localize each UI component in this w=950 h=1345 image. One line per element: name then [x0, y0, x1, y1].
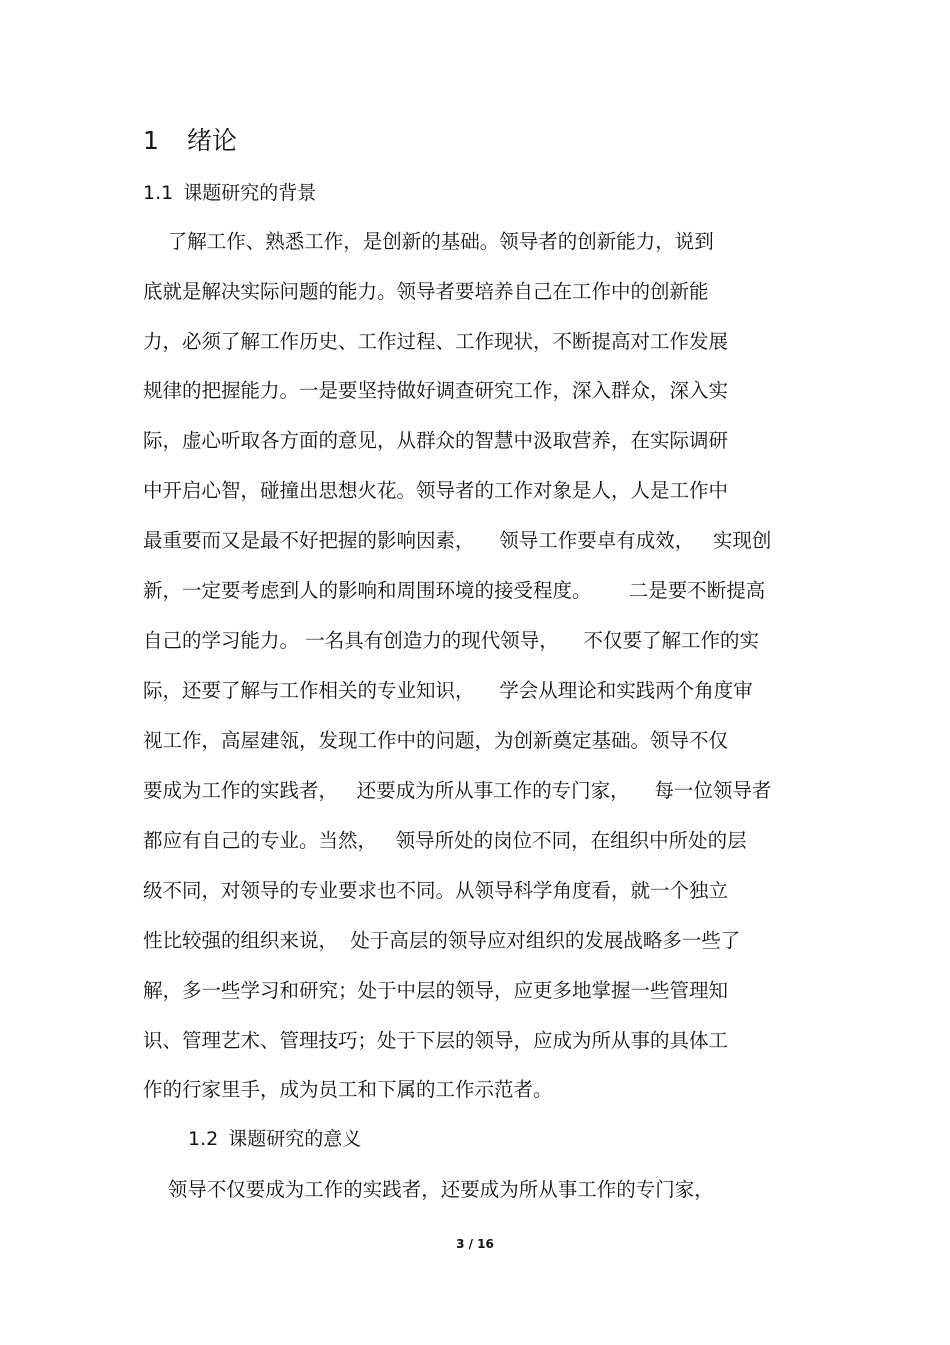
paragraph-line: 要成为工作的实践者， 还要成为所从事工作的专门家， 每一位领导者	[143, 779, 772, 802]
paragraph-line: 了解工作、熟悉工作，是创新的基础。领导者的创新能力，说到	[143, 230, 714, 253]
paragraph-line: 领导不仅要成为工作的实践者，还要成为所从事工作的专门家，	[143, 1178, 714, 1201]
paragraph-line: 识、管理艺术、管理技巧；处于下层的领导，应成为所从事的具体工	[143, 1029, 729, 1052]
paragraph-line: 级不同，对领导的专业要求也不同。从领导科学角度看，就一个独立	[143, 879, 729, 902]
chapter-number: 1	[143, 126, 159, 155]
paragraph-line: 都应有自己的专业。当然， 领导所处的岗位不同，在组织中所处的层	[143, 829, 747, 852]
paragraph-line: 际，虚心听取各方面的意见，从群众的智慧中汲取营养，在实际调研	[143, 429, 729, 452]
section-title: 课题研究的背景	[183, 182, 317, 204]
section-heading-1-1	[143, 180, 316, 206]
paragraph-line: 作的行家里手，成为员工和下属的工作示范者。	[143, 1078, 553, 1101]
paragraph-line: 新，一定要考虑到人的影响和周围环境的接受程度。 二是要不断提高	[143, 579, 766, 602]
paragraph-line: 视工作，高屋建瓴，发现工作中的问题，为创新奠定基础。领导不仅	[143, 729, 729, 752]
section-number: 1.2	[188, 1128, 219, 1150]
section-number: 1.1	[143, 182, 174, 204]
paragraph-line: 最重要而又是最不好把握的影响因素， 领导工作要卓有成效， 实现创	[143, 529, 772, 552]
section-heading-1-2	[188, 1126, 361, 1152]
section-title: 课题研究的意义	[228, 1128, 362, 1150]
chapter-title: 绪论	[187, 126, 238, 155]
paragraph-line: 性比较强的组织来说， 处于高层的领导应对组织的发展战略多一些了	[143, 929, 741, 952]
paragraph-line: 中开启心智，碰撞出思想火花。领导者的工作对象是人，人是工作中	[143, 479, 729, 502]
page-number: 3 / 16	[456, 1237, 494, 1251]
paragraph-line: 底就是解决实际问题的能力。领导者要培养自己在工作中的创新能	[143, 280, 709, 303]
paragraph-line: 自己的学习能力。 一名具有创造力的现代领导， 不仅要了解工作的实	[143, 629, 759, 652]
paragraph-line: 际，还要了解与工作相关的专业知识， 学会从理论和实践两个角度审	[143, 679, 753, 702]
chapter-heading	[143, 124, 237, 158]
paragraph-line: 力，必须了解工作历史、工作过程、工作现状，不断提高对工作发展	[143, 330, 729, 353]
paragraph-line: 规律的把握能力。一是要坚持做好调查研究工作，深入群众，深入实	[143, 379, 729, 402]
paragraph-line: 解，多一些学习和研究；处于中层的领导，应更多地掌握一些管理知	[143, 979, 729, 1002]
